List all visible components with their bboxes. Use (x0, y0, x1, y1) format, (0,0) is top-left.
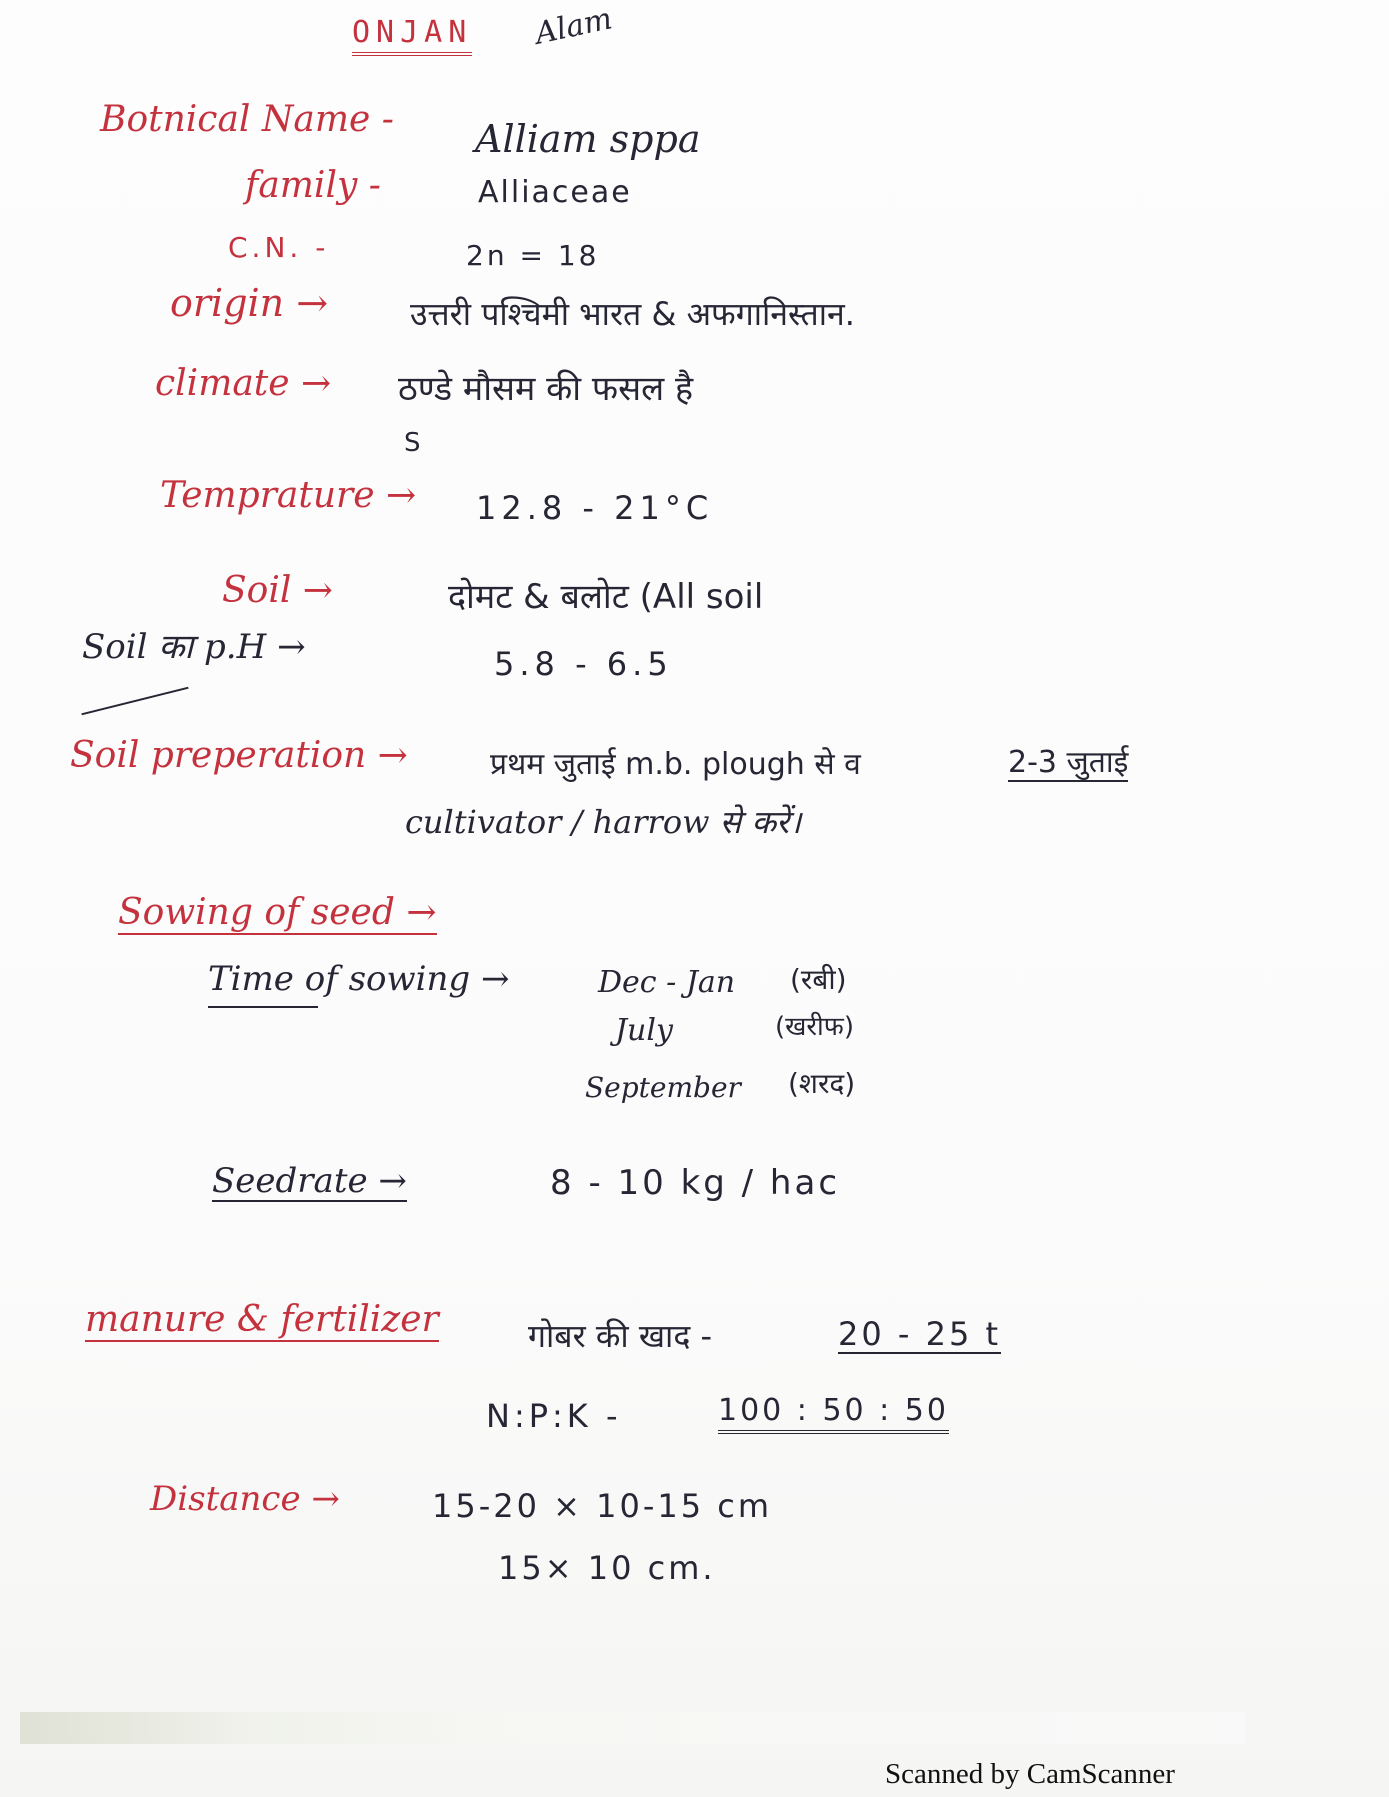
sowing-month-1: Dec - Jan (598, 965, 736, 1000)
sowing-season-3: (शरद) (788, 1067, 856, 1100)
soil-preparation-underlined: 2-3 जुताई (1008, 745, 1129, 780)
fym-value: 20 - 25 t (838, 1315, 1002, 1353)
soil-value: दोमट & बलोट (All soil (448, 577, 764, 617)
distance-value-1: 15-20 × 10-15 cm (432, 1487, 773, 1525)
family-value: Alliaceae (478, 175, 632, 210)
temperature-label: Temprature → (160, 475, 417, 516)
sowing-season-2: (खरीफ) (775, 1012, 854, 1042)
distance-label: Distance → (150, 1479, 340, 1519)
page-title: ONJAN (352, 18, 472, 56)
pen-stroke (81, 687, 188, 716)
seed-rate-label: Seedrate → (212, 1161, 407, 1201)
climate-label: climate → (155, 363, 332, 404)
soil-ph-label: Soil का p.H → (82, 627, 306, 667)
sowing-season-1: (रबी) (790, 963, 847, 996)
family-label: family - (245, 165, 381, 206)
climate-extra-mark: S (404, 428, 421, 458)
soil-preparation-line-1: प्रथम जुताई m.b. plough से व (490, 747, 861, 782)
time-of-sowing-label: Time of sowing → (208, 959, 510, 999)
npk-value: 100 : 50 : 50 (718, 1396, 949, 1434)
cn-label: C.N. - (228, 231, 330, 264)
climate-value: ठण्डे मौसम की फसल है (398, 369, 693, 409)
botanical-name-value: Alliam sppa (475, 117, 701, 161)
botanical-name-label: Botnical Name - (100, 99, 394, 140)
signature-text: Alam (532, 1, 616, 52)
distance-value-2: 15× 10 cm. (498, 1549, 716, 1587)
sowing-heading: Sowing of seed → (118, 892, 437, 933)
sowing-month-2: July (615, 1013, 673, 1048)
npk-label: N:P:K - (486, 1397, 622, 1435)
fym-label: गोबर की खाद - (528, 1317, 713, 1355)
manure-fertilizer-label: manure & fertilizer (85, 1299, 439, 1340)
soil-ph-value: 5.8 - 6.5 (494, 645, 673, 683)
origin-value: उत्तरी पश्चिमी भारत & अफगानिस्तान. (410, 295, 855, 333)
soil-preparation-label: Soil preperation → (70, 735, 408, 776)
sowing-month-3: September (585, 1071, 741, 1104)
soil-preparation-line-2: cultivator / harrow से करें। (405, 803, 802, 841)
origin-label: origin → (170, 281, 329, 325)
seed-rate-value: 8 - 10 kg / hac (550, 1163, 841, 1203)
scan-edge-artifact (20, 1712, 1245, 1744)
soil-label: Soil → (222, 570, 333, 611)
cn-value: 2n = 18 (466, 239, 600, 272)
pen-stroke (208, 1006, 318, 1008)
temperature-value: 12.8 - 21°C (476, 489, 714, 527)
scanner-credit: Scanned by CamScanner (885, 1758, 1175, 1790)
